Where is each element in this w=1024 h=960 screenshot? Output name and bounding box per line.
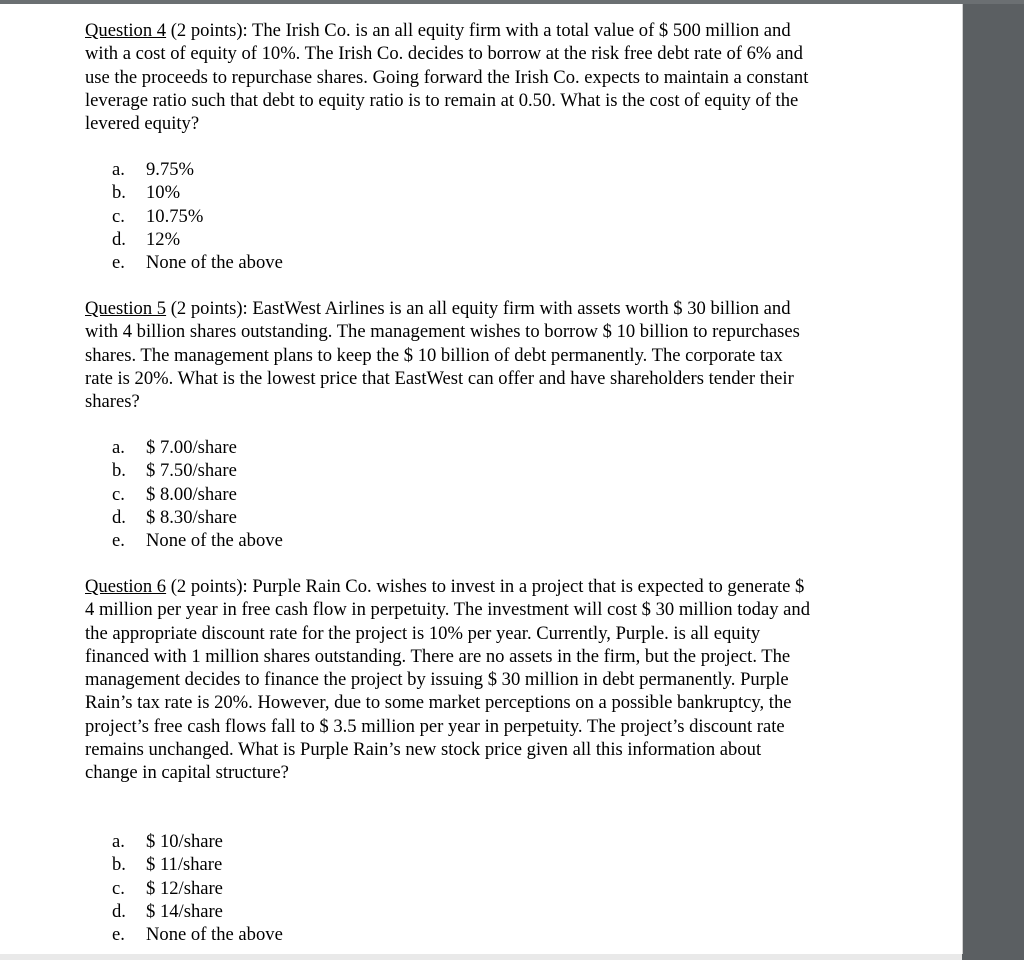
option-text: $ 7.50/share bbox=[146, 460, 237, 482]
option-text: None of the above bbox=[146, 530, 283, 552]
option-text: None of the above bbox=[146, 252, 283, 274]
option-letter: a. bbox=[112, 159, 125, 180]
option-letter: e. bbox=[112, 252, 125, 274]
option-text: $ 7.00/share bbox=[146, 437, 237, 458]
option-item bbox=[112, 529, 283, 552]
option-item bbox=[112, 506, 283, 529]
option-text: $ 11/share bbox=[146, 854, 223, 876]
question-6 bbox=[85, 575, 810, 785]
option-letter: e. bbox=[112, 530, 125, 552]
option-item bbox=[112, 205, 283, 228]
option-letter: a. bbox=[112, 437, 125, 458]
option-item bbox=[112, 181, 283, 204]
option-text: 10% bbox=[146, 182, 181, 204]
option-text: 9.75% bbox=[146, 159, 195, 180]
option-letter: e. bbox=[112, 924, 125, 946]
option-item bbox=[112, 923, 283, 946]
option-item bbox=[112, 877, 283, 900]
option-item bbox=[112, 900, 283, 923]
option-text: $ 10/share bbox=[146, 831, 223, 852]
option-letter: a. bbox=[112, 831, 125, 852]
question-5-label: Question 5 bbox=[85, 298, 167, 319]
page-bottom-edge bbox=[0, 954, 962, 960]
option-letter: b. bbox=[112, 182, 126, 204]
question-5-text: (2 points): EastWest Airlines is an all equity firm with assets worth $ 30 billion and with 4 billion shares outstanding. The management wishes to borrow $ 10 billion to repurchases shares. The management plans to keep the $ 10 billion of debt permanently. The corporate tax rate is 20%. What is the lowest price that EastWest can offer and have shareholders tender their shares? bbox=[85, 298, 800, 413]
option-item bbox=[112, 228, 283, 251]
option-text: $ 8.30/share bbox=[146, 506, 237, 528]
option-text: $ 8.00/share bbox=[146, 483, 237, 505]
option-text: 10.75% bbox=[146, 205, 204, 227]
question-6-label: Question 6 bbox=[85, 576, 167, 597]
option-letter: b. bbox=[112, 460, 126, 482]
option-letter: c. bbox=[112, 205, 125, 227]
document-page bbox=[0, 4, 963, 954]
option-text: $ 14/share bbox=[146, 900, 223, 922]
question-4 bbox=[85, 19, 810, 135]
question-5 bbox=[85, 297, 810, 413]
question-4-options bbox=[112, 158, 283, 274]
option-item bbox=[112, 459, 283, 482]
question-4-text: (2 points): The Irish Co. is an all equity firm with a total value of $ 500 million and with a cost of equity of 10%. The Irish Co. decides to borrow at the risk free debt rate of 6% and use the proceeds to repurchase shares. Going forward the Irish Co. expects to maintain a constant leverage ratio such that debt to equity ratio is to remain at 0.50. What is the cost of equity of the levered equity? bbox=[85, 20, 809, 135]
option-item bbox=[112, 483, 283, 506]
option-item bbox=[112, 251, 283, 274]
question-6-text: (2 points): Purple Rain Co. wishes to invest in a project that is expected to generate $ 4 million per year in free cash flow in perpetuity. The investment will cost $ 30 million today and the appropriate discount rate for the project is 10% per year. Currently, Purple. is all equity financed with 1 million shares outstanding. There are no assets in the firm, but the project. The management decides to finance the project by issuing $ 30 million in debt permanently. Purple Rain’s tax rate is 20%. However, due to some market perceptions on a possible bankruptcy, the project’s free cash flows fall to $ 3.5 million per year in perpetuity. The project’s discount rate remains unchanged. What is Purple Rain’s new stock price given all this information about change in capital structure? bbox=[85, 576, 810, 784]
option-letter: c. bbox=[112, 483, 125, 505]
option-text: None of the above bbox=[146, 924, 283, 946]
option-letter: d. bbox=[112, 900, 126, 922]
option-item bbox=[112, 436, 283, 459]
option-item bbox=[112, 158, 283, 181]
option-letter: d. bbox=[112, 228, 126, 250]
question-5-options bbox=[112, 436, 283, 552]
option-text: 12% bbox=[146, 228, 181, 250]
question-6-options bbox=[112, 830, 283, 946]
question-4-label: Question 4 bbox=[85, 20, 167, 41]
option-item bbox=[112, 853, 283, 876]
option-letter: d. bbox=[112, 506, 126, 528]
option-letter: c. bbox=[112, 877, 125, 899]
option-letter: b. bbox=[112, 854, 126, 876]
option-text: $ 12/share bbox=[146, 877, 223, 899]
option-item bbox=[112, 830, 283, 853]
